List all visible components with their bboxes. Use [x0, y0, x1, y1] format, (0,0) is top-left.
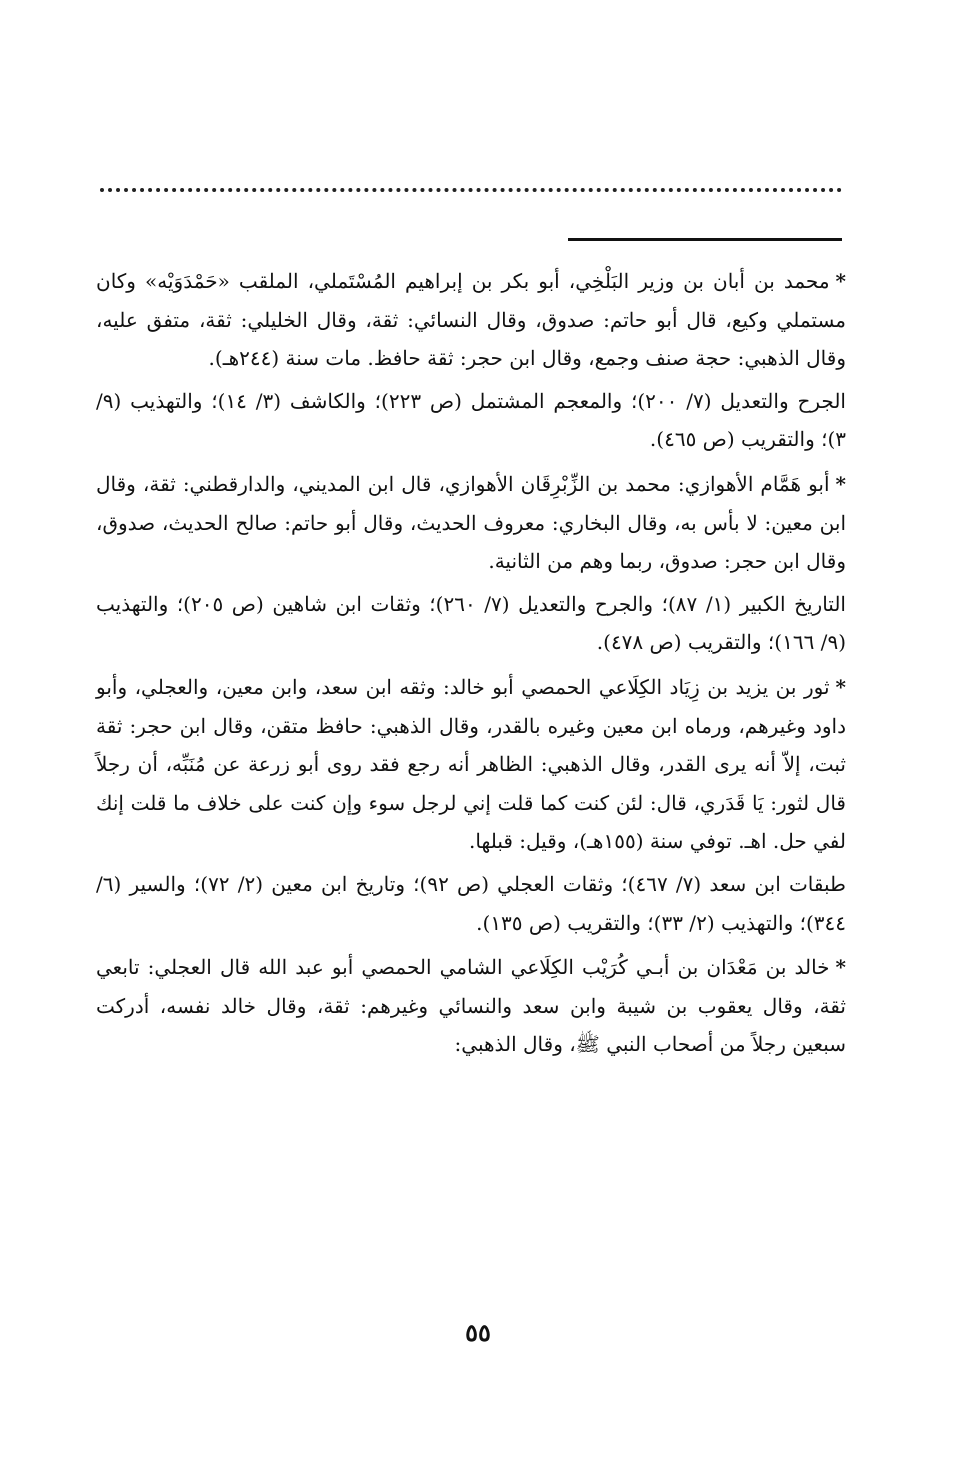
footnote-ref-2 [96, 585, 846, 662]
entry-text: أبو هَمَّام الأهوازي: محمد بن الزِّبْرِقَان الأهوازي، قال ابن المديني، والدارقطني: ثقة، وقال ابن معين: لا بأس به، وقال البخاري: معروف الحديث، وقال أبو حاتم: صالح الحديث، صدوق، وقال ابن حجر: صدوق، ربما وهم من الثانية. [96, 471, 846, 574]
page-number: ٥٥ [465, 1318, 491, 1347]
footnote-ref-3 [96, 865, 846, 942]
footnotes-section [96, 262, 846, 1068]
ref-text: طبقات ابن سعد (٧/ ٤٦٧)؛ وثقات العجلي (ص ٩٢)؛ وتاريخ ابن معين (٢/ ٧٢)؛ والسير (٦/ ٣٤٤)؛ والتهذيب (٢/ ٣٣)؛ والتقريب (ص ١٣٥). [96, 871, 846, 935]
ref-text: الجرح والتعديل (٧/ ٢٠٠)؛ والمعجم المشتمل (ص ٢٢٣)؛ والكاشف (٣/ ١٤)؛ والتهذيب (٩/ ٣)؛ والتقريب (ص ٤٦٥). [96, 388, 846, 452]
footnote-entry-1 [96, 262, 846, 378]
footnote-entry-4 [96, 948, 846, 1064]
footnote-rule [568, 238, 842, 241]
entry-text: محمد بن أبان بن وزير البَلْخِي، أبو بكر بن إبراهيم المُسْتَملي، الملقب «حَمْدَوَيْه» وكان مستملي وكيع، قال أبو حاتم: صدوق، وقال النسائي: ثقة، وقال الخليلي: ثقة، متفق عليه، وقال الذهبي: حجة صنف وجمع، وقال ابن حجر: ثقة حافظ. مات سنة (٢٤٤هـ). [96, 269, 846, 371]
entry-marker: * [835, 955, 847, 980]
entry-text: ثور بن يزيد بن زِيَاد الكِلَاعي الحمصي أبو خالد: وثقه ابن سعد، وابن معين، والعجلي، وأبو داود وغيرهم، ورماه ابن معين وغيره بالقدر، وقال الذهبي: حافظ متقن، وقال ابن حجر: ثقة ثبت، إلاّ أنه يرى القدر، وقال الذهبي: الظاهر أنه رجع فقد روى أبو زرعة عن مُنَبِّه، أن رجلاً قال لثور: يَا قَدَري، قال: لئن كنت كما قلت إني لرجل سوء وإن كنت على خلاف ما قلت إنك لفي حل. اهـ. توفي سنة (١٥٥هـ)، وقيل: قبلها. [96, 674, 846, 854]
dotted-separator [100, 188, 842, 192]
entry-marker: * [835, 471, 846, 496]
entry-text: خالد بن مَعْدَان بن أبـي كُرَيْب الكِلَاعي الشامي الحمصي أبو عبد الله قال العجلي: تابعي ثقة، وقال يعقوب بن شيبة وابن سعد والنسائي وغيرهم: ثقة، وقال خالد نفسه، أدركت سبعين رجلاً من أصحاب النبي ﷺ، وقال الذهبي: [96, 955, 846, 1057]
entry-marker: * [835, 269, 846, 293]
footnote-entry-3 [96, 668, 846, 861]
footnote-entry-2 [96, 465, 846, 581]
footnote-ref-1 [96, 382, 846, 459]
ref-text: التاريخ الكبير (١/ ٨٧)؛ والجرح والتعديل (٧/ ٢٦٠)؛ وثقات ابن شاهين (ص ٢٠٥)؛ والتهذيب (٩/ ١٦٦)؛ والتقريب (ص ٤٧٨). [96, 591, 846, 655]
entry-marker: * [835, 674, 846, 699]
